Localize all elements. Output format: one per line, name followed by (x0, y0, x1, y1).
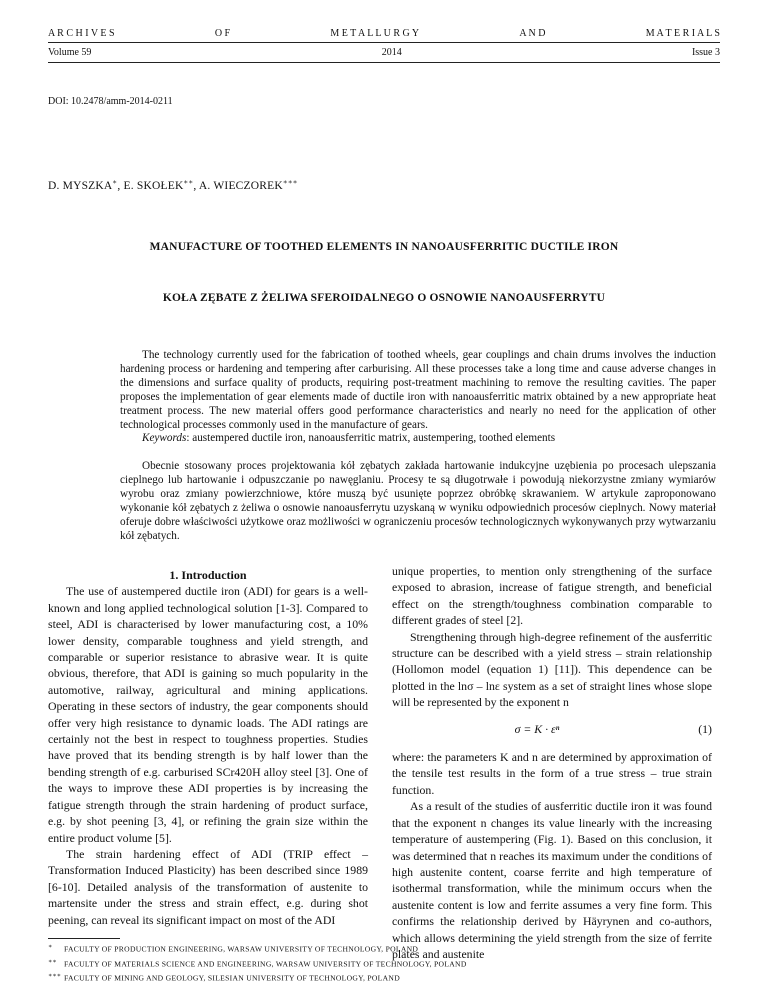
paragraph: Strengthening through high-degree refinement of the ausferritic structure can be described with a yield stress – strain relationship (Hollomon model (equation 1) [11]). This dependence can be plotted in the lnσ – lnε system as a set of straight lines whose slope will be represented by the exponent n (392, 629, 712, 710)
body-column-right (392, 563, 712, 962)
doi: DOI: 10.2478/amm-2014-0211 (48, 96, 173, 107)
author-list: D. MYSZKA∗, E. SKOŁEK∗∗, A. WIECZOREK∗∗∗ (48, 178, 298, 192)
author-name: E. SKOŁEK (123, 179, 184, 192)
affiliation-mark: ∗∗∗ (282, 178, 298, 186)
footnote-text: FACULTY OF MINING AND GEOLOGY, SILESIAN UNIVERSITY OF TECHNOLOGY, POLAND (64, 973, 400, 983)
journal-word: O F (214, 28, 231, 39)
issue: Issue 3 (691, 47, 720, 58)
affiliation-mark: ∗ (112, 178, 118, 186)
section-heading: 1. Introduction (169, 568, 247, 582)
keywords (120, 432, 716, 446)
header-rule-top (48, 42, 720, 43)
journal-word: M E T A L L U R G Y (330, 28, 420, 39)
abstract-pl (120, 460, 716, 543)
paragraph: unique properties, to mention only strengthening of the surface exposed to abrasion, increase of fatigue strength, and beneficial effect on the strength/toughness combination comparable to different grades of steel [2]. (392, 564, 712, 628)
keywords-label: Keywords (142, 432, 187, 445)
issue-meta (48, 47, 720, 58)
abstract-en-text: The technology currently used for the fabrication of toothed wheels, gear couplings and chain drums involves the induction hardening process or hardening and tempering after carburising. All these processes take a long time and cause adverse changes in the dimensions and surface quality of products, requiring post-treatment machining to remove the resulting cavities. The paper proposes the implementation of gear elements made of ductile iron with nanoausferritic matrix obtained by a new appropriate heat treatment process. The new material offers good performance characteristics and nearly no need for the application of other technological processes commonly used in the manufacture of gears. (120, 349, 716, 431)
author-name: D. MYSZKA (48, 179, 113, 192)
body-column-left (48, 567, 368, 928)
journal-word: A N D (519, 28, 546, 39)
footnote-mark: ∗∗∗ (48, 973, 62, 980)
header-rule-bottom (48, 62, 720, 63)
author-name: A. WIECZOREK (198, 179, 283, 192)
footnote-mark: ∗ (48, 944, 53, 950)
equation-1 (392, 721, 712, 737)
paragraph: where: the parameters K and n are determined by approximation of the tensile test results in the form of a true stress – true strain function. (392, 750, 712, 797)
footnote-mark: ∗∗ (48, 958, 57, 965)
paper-title-en: MANUFACTURE OF TOOTHED ELEMENTS IN NANOAUSFERRITIC DUCTILE IRON (149, 241, 619, 253)
footnote-text: FACULTY OF PRODUCTION ENGINEERING, WARSAW UNIVERSITY OF TECHNOLOGY, POLAND (64, 944, 419, 954)
footnote (48, 970, 720, 985)
footnote-text: FACULTY OF MATERIALS SCIENCE AND ENGINEERING, WARSAW UNIVERSITY OF TECHNOLOGY, POLAND (64, 959, 467, 969)
footnote (48, 956, 720, 971)
affiliation-footnotes (48, 941, 720, 985)
volume: Volume 59 (48, 47, 92, 58)
paper-title-pl: KOŁA ZĘBATE Z ŻELIWA SFEROIDALNEGO O OSNOWIE NANOAUSFERRYTU (162, 292, 606, 304)
paragraph: As a result of the studies of ausferritic ductile iron it was found that the exponent n changes its value linearly with the increasing temperature of austempering (Fig. 1). Based on this conclusion, it was determined that n reaches its maximum under the conditions of high austenite content, coarse ferrite and high temperature of isothermal transformation, while the minimum occurs when the austenite content is low and ferrite assumes a very fine form. This confirms the relationship derived by Häyrynen and co-authors, which allows determining the yield strength from the size of ferrite plates and austenite (392, 799, 712, 961)
journal-word: M A T E R I A L S (645, 28, 720, 39)
keywords-list: : austempered ductile iron, nanoausferritic matrix, austempering, toothed elements (186, 432, 556, 445)
journal-name (48, 28, 720, 39)
footnote-rule (48, 938, 120, 939)
year: 2014 (381, 47, 402, 58)
abstract-en (120, 349, 716, 446)
footnote (48, 941, 720, 956)
abstract-pl-text: Obecnie stosowany proces projektowania kół zębatych zakłada hartowanie indukcyjne uzębienia po procesach ulepszania cieplnego lub hartowanie i odpuszczanie po nawęglaniu. Procesy te są długotrwałe i powodują niekorzystne zmiany wymiarów wyrobu oraz zmiany powierzchniowe, które muszą być usunięte poprzez obróbkę skrawaniem. W artykule zaproponowano wykonanie kół zębatych z żeliwa o osnowie nanoausferrytu uzyskaną w wyniku odpowiednich procesów cieplnych. Nowy materiał oferuje dobre właściwości użytkowe oraz możliwości w ograniczeniu procesów technologicznych wykonywanych przy wytwarzaniu kół zębatych. (120, 460, 716, 542)
equation: σ = K · εⁿ (514, 721, 560, 736)
paragraph: The use of austempered ductile iron (ADI) for gears is a well-known and long applied technological solution [1-3]. Compared to steel, ADI is characterised by lower manufacturing cost, a 10% lower density, comparable toughness and yield strength, and comparable or superior resistance to abrasive wear. It is quite obvious, therefore, that ADI is gaining so much popularity in the automotive, railway, agricultural and mining applications. Operating in these sectors of industry, the gear components should offer very high resistance to dynamic loads. The ADI ratings are certainly not the best in respect to toughness properties. Studies have proved that its bending strength is by half lower than the bending strength of e.g. carburised SCr420H alloy steel [3]. One of the ways to improve these ADI properties is by increasing the fatigue strength through the strain hardening of product surface, e.g. by shot peening [3, 4], or refining the grain size within the entire product volume [5]. (48, 584, 368, 845)
affiliation-mark: ∗∗ (183, 178, 194, 186)
paragraph: The strain hardening effect of ADI (TRIP effect – Transformation Induced Plasticity) has been described since 1989 [6-10]. Detailed analysis of the transformation of austenite to martensite under the stress and strain effect, e.g. during shot peening, can reveal its significant impact on most of the ADI (48, 846, 368, 927)
equation-number: (1) (698, 721, 712, 736)
journal-word: A R C H I V E S (48, 28, 115, 39)
